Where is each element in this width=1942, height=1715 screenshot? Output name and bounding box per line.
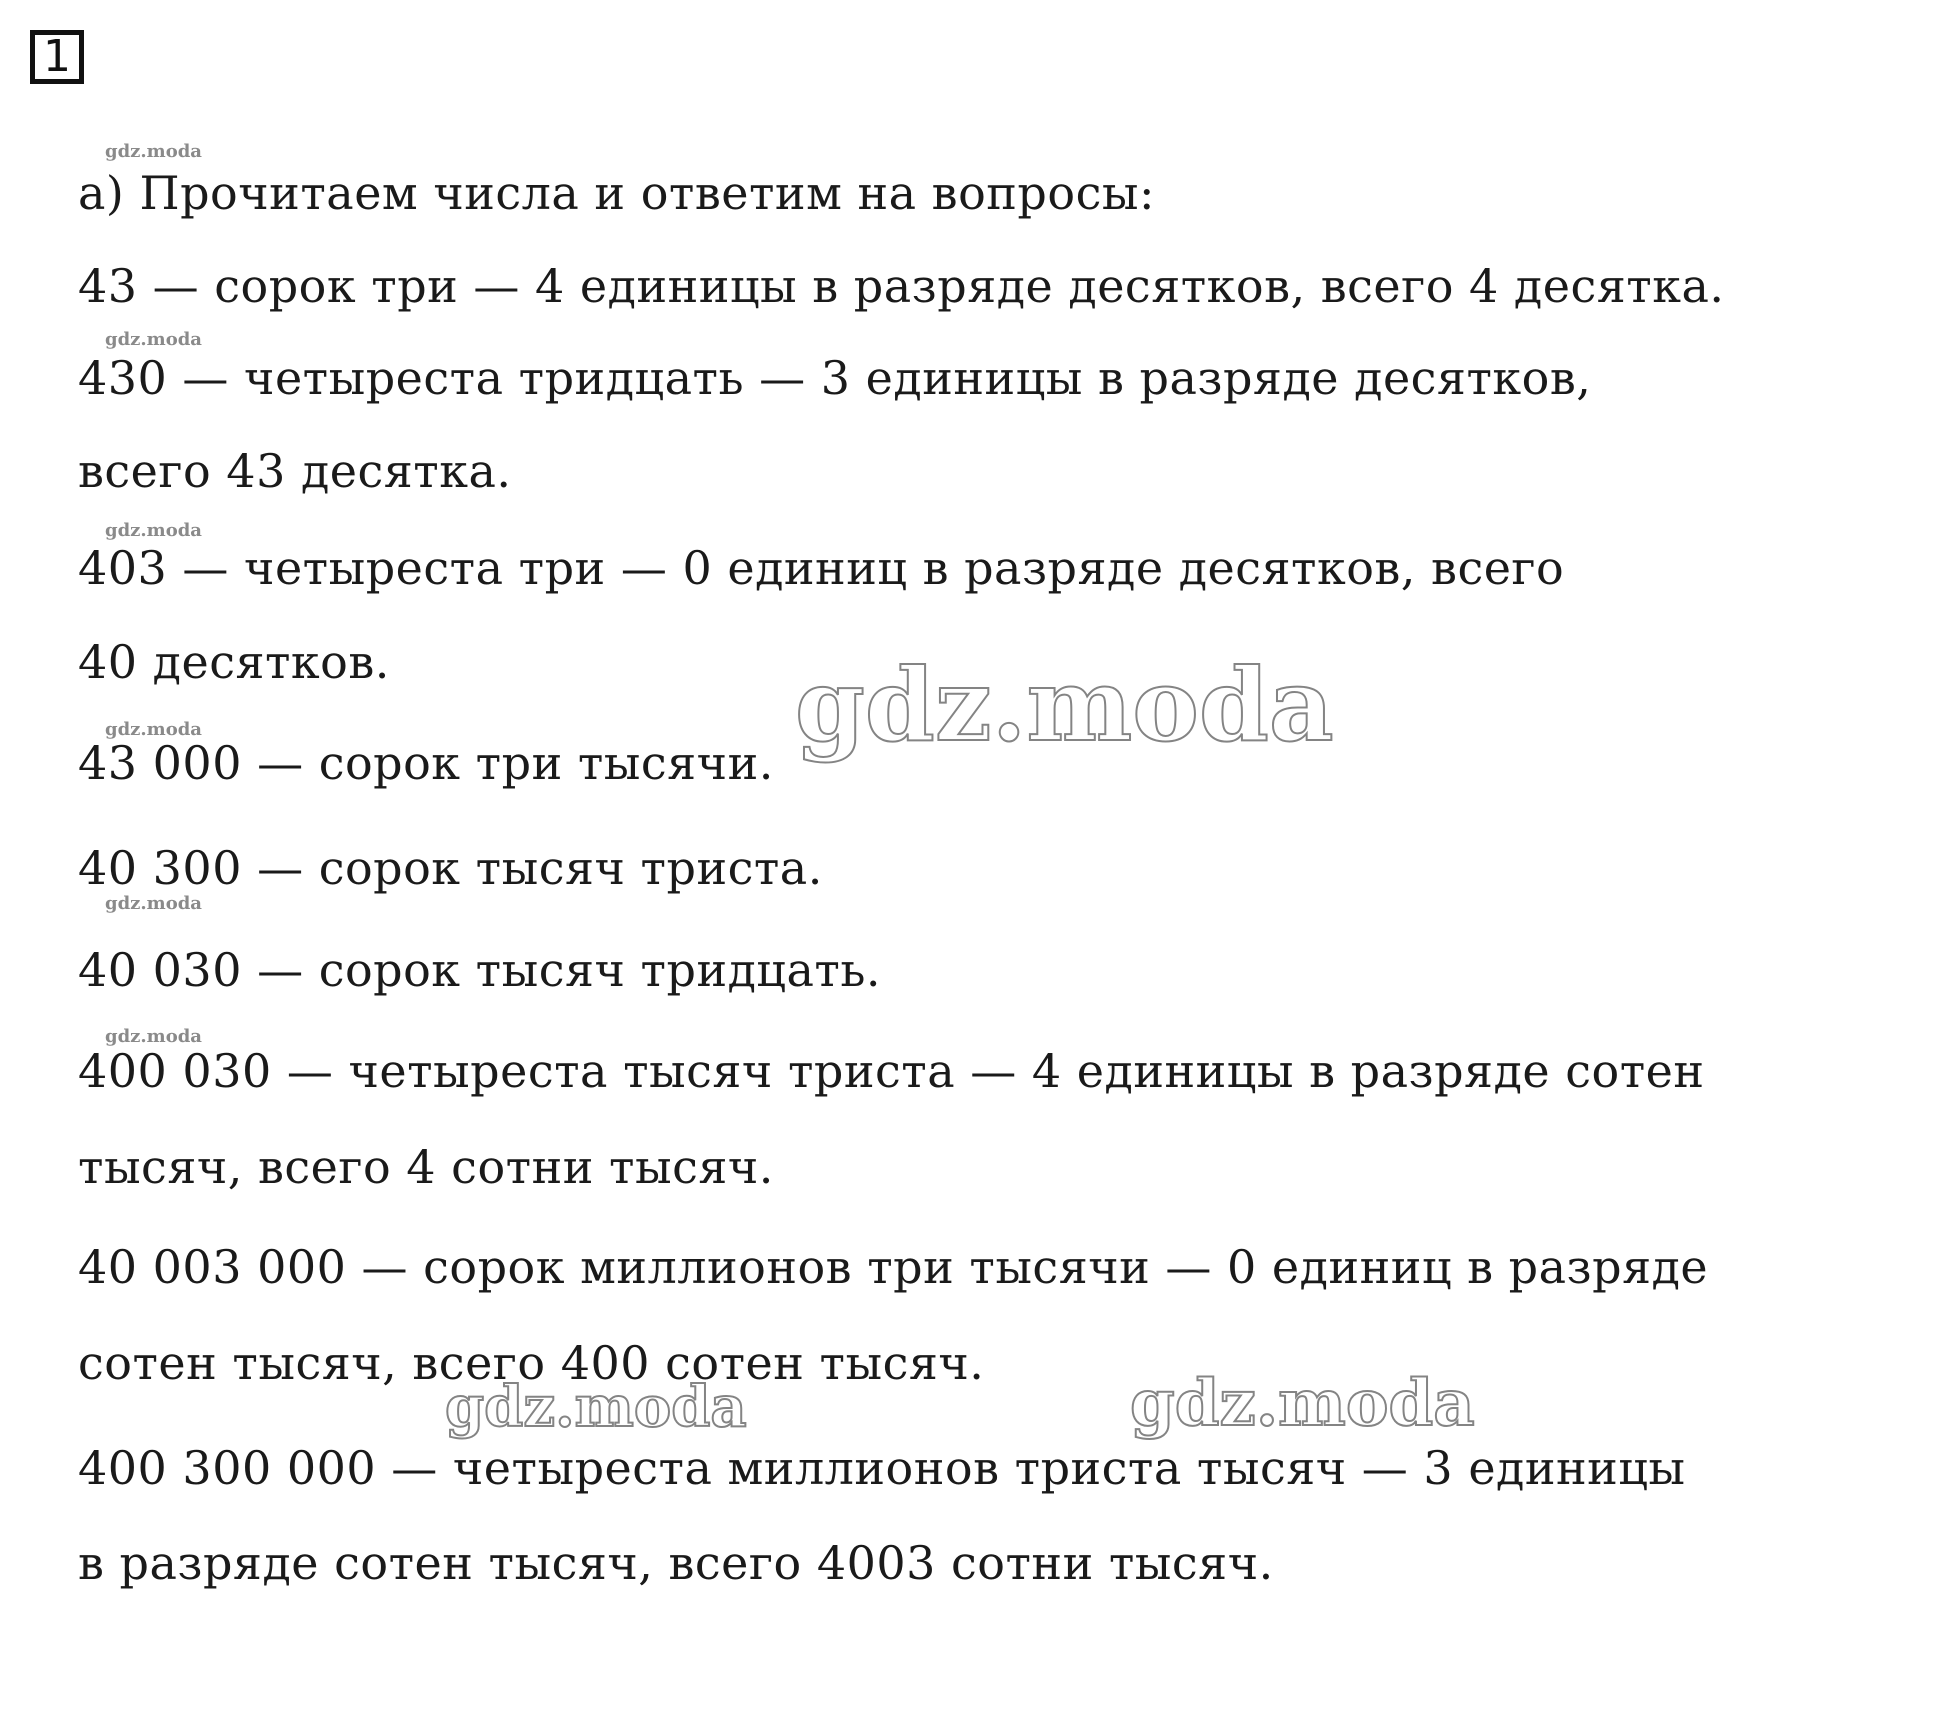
text-line: 400 030 — четыреста тысяч триста — 4 единицы в разряде сотен <box>78 1044 1705 1098</box>
text-line: 403 — четыреста три — 0 единиц в разряде десятков, всего <box>78 541 1565 595</box>
text-line: всего 43 десятка. <box>78 444 512 498</box>
watermark-medium: gdz.moda <box>445 1374 747 1440</box>
text-line: 40 030 — сорок тысяч тридцать. <box>78 943 882 997</box>
watermark-medium: gdz.moda <box>1130 1366 1475 1441</box>
text-line: 40 300 — сорок тысяч триста. <box>78 841 823 895</box>
text-line: 400 300 000 — четыреста миллионов триста тысяч — 3 единицы <box>78 1441 1686 1495</box>
watermark-large: gdz.moda <box>795 646 1334 764</box>
text-line: 40 десятков. <box>78 635 390 689</box>
watermark-small: gdz.moda <box>105 719 202 740</box>
watermark-small: gdz.moda <box>105 520 202 541</box>
text-line: сотен тысяч, всего 400 сотен тысяч. <box>78 1336 985 1390</box>
watermark-small: gdz.moda <box>105 1026 202 1047</box>
watermark-small: gdz.moda <box>105 893 202 914</box>
text-line: в разряде сотен тысяч, всего 4003 сотни тысяч. <box>78 1536 1274 1590</box>
heading-line: а) Прочитаем числа и ответим на вопросы: <box>78 166 1155 220</box>
text-line: 43 000 — сорок три тысячи. <box>78 736 774 790</box>
task-number-box: 1 <box>30 30 84 84</box>
text-line: 430 — четыреста тридцать — 3 единицы в разряде десятков, <box>78 351 1592 405</box>
text-line: тысяч, всего 4 сотни тысяч. <box>78 1140 774 1194</box>
watermark-small: gdz.moda <box>105 141 202 162</box>
watermark-small: gdz.moda <box>105 329 202 350</box>
text-line: 43 — сорок три — 4 единицы в разряде десятков, всего 4 десятка. <box>78 259 1725 313</box>
text-line: 40 003 000 — сорок миллионов три тысячи — 0 единиц в разряде <box>78 1240 1709 1294</box>
